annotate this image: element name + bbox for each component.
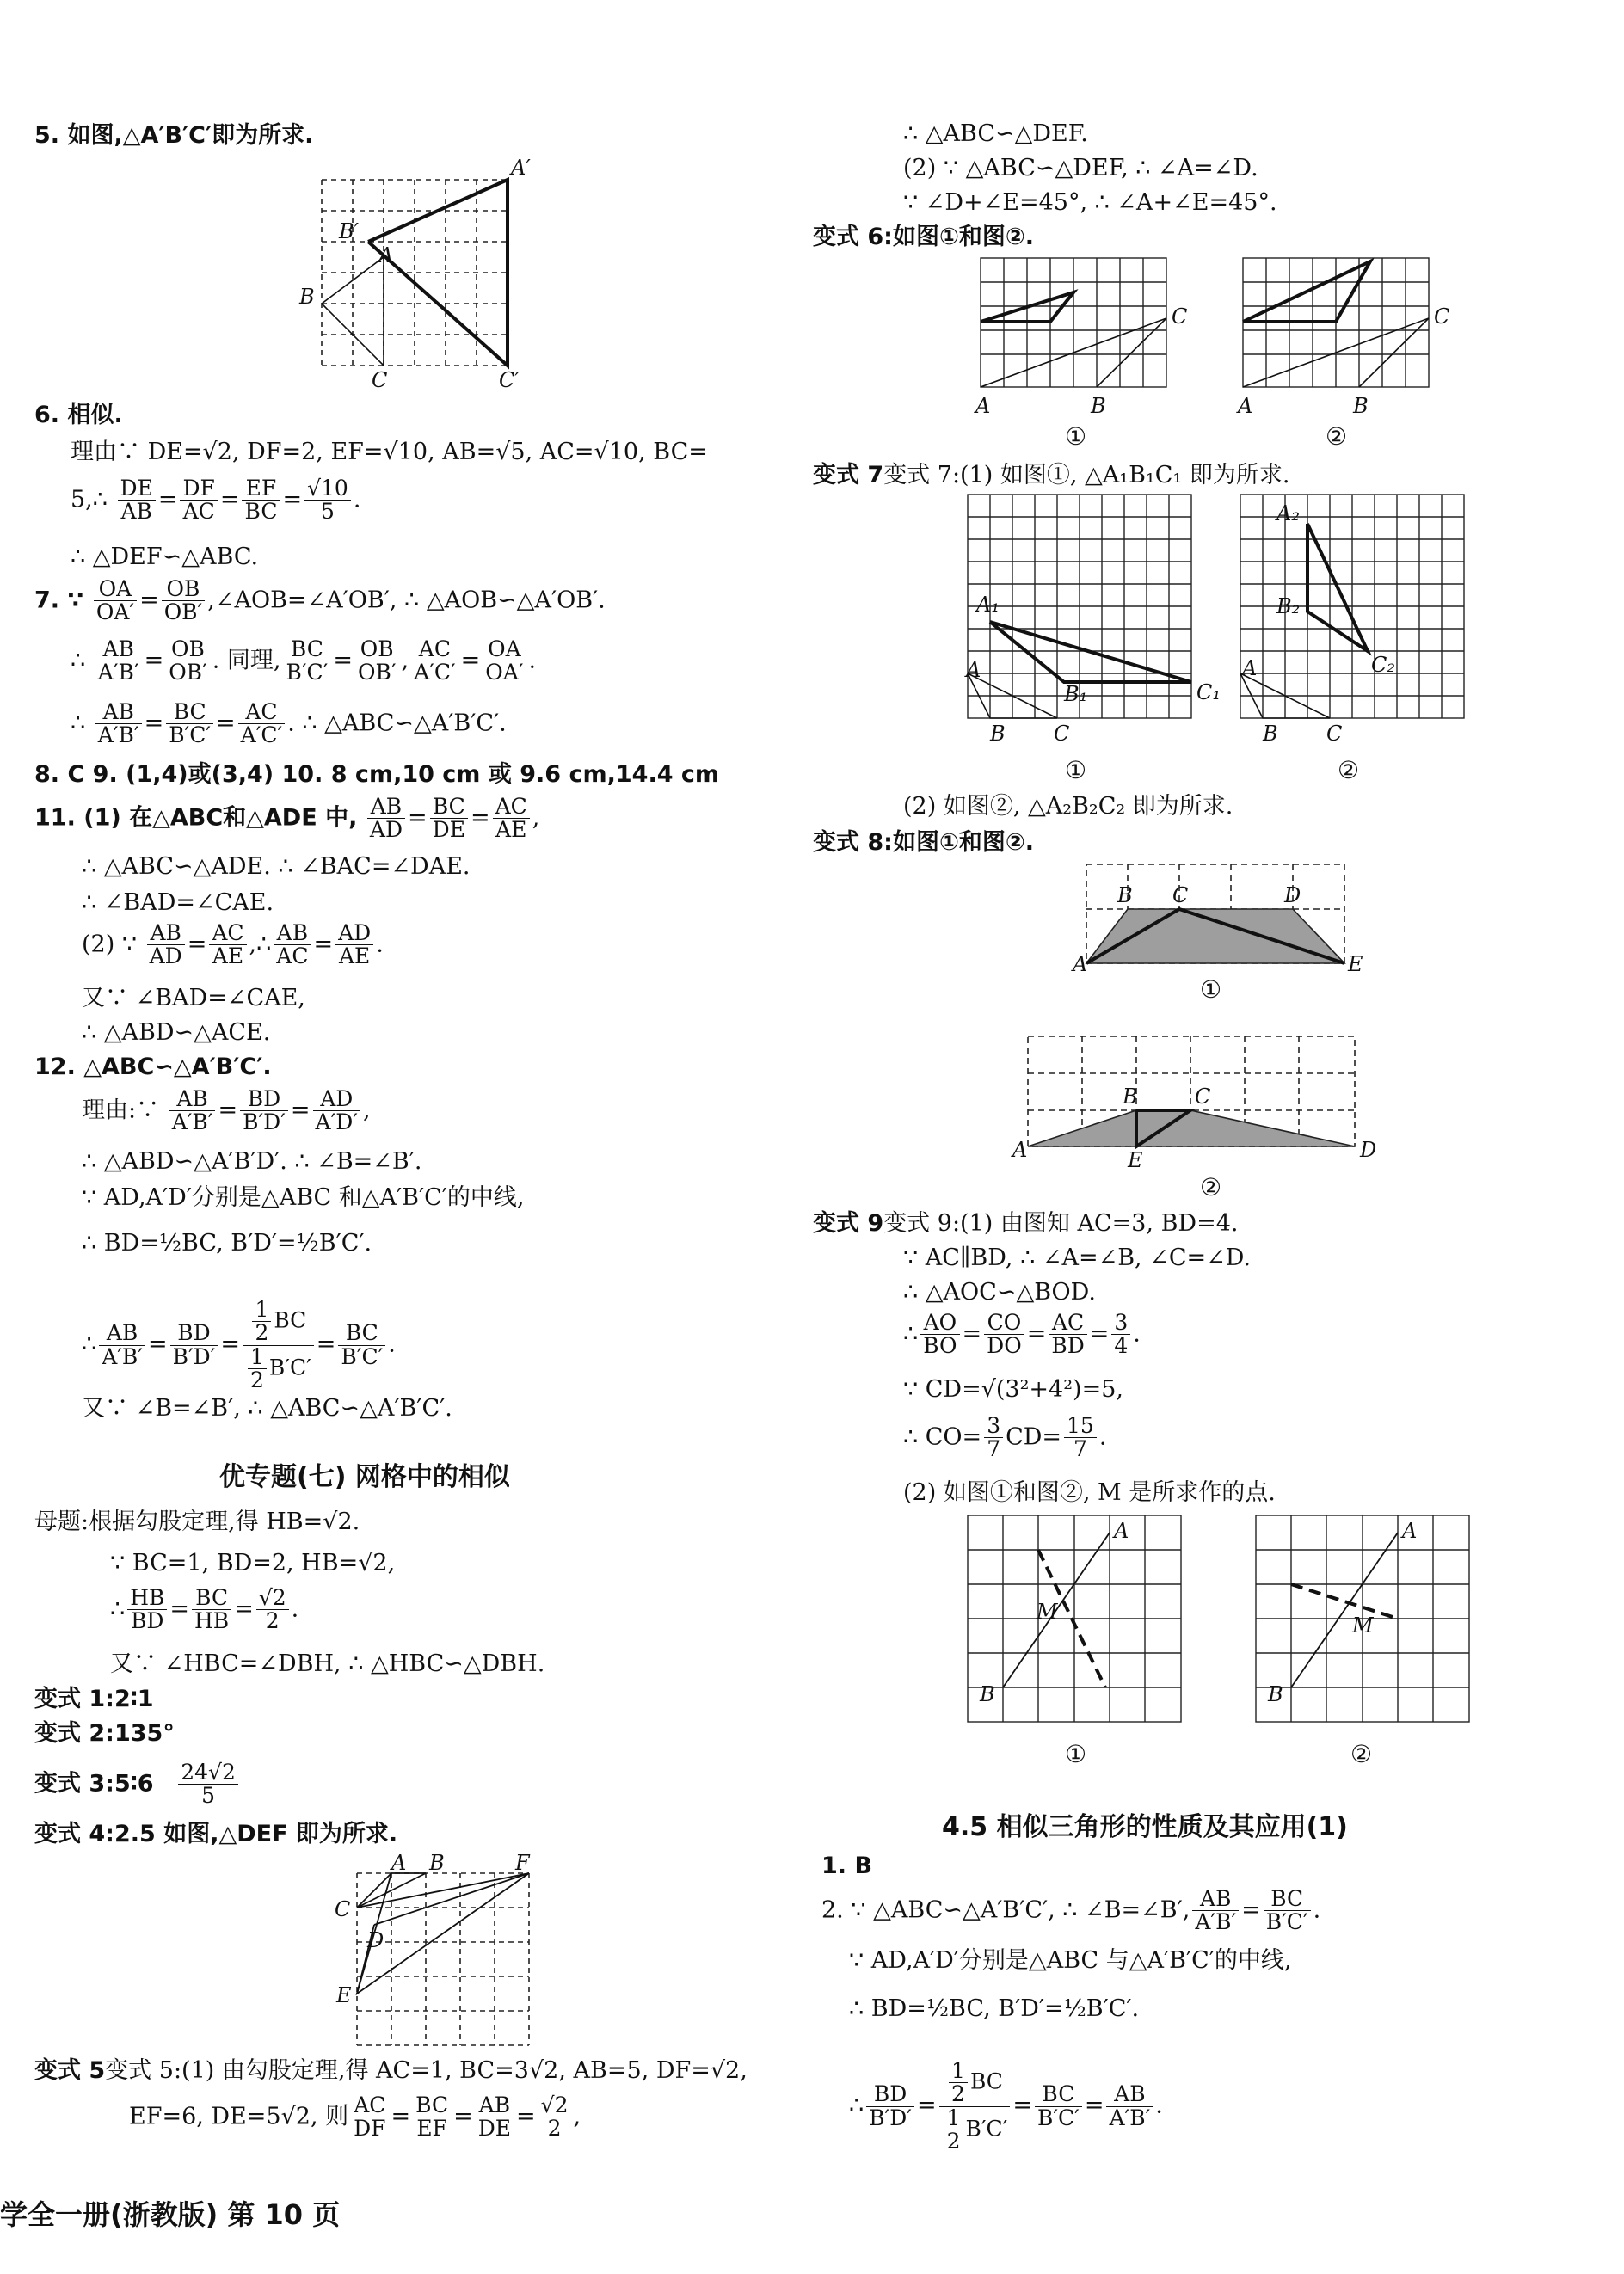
variant-9-line5: ∵ CD=√(3²+4²)=5, <box>903 1376 1123 1403</box>
answer-4-5-1: 1. B <box>821 1853 873 1879</box>
svg-text:E: E <box>1128 1148 1143 1172</box>
variant-9-line4: ∴ $\frac{AO}{BO}$ = $\frac{CO}{DO}$ = $\frac{AC}{BD}$ = $\frac{3}{4}$ . <box>903 1310 1141 1359</box>
svg-text:A: A <box>1012 1138 1028 1162</box>
answer-6-reason: 理由∵ DE=√2, DF=2, EF=√10, AB=√5, AC=√10, BC= <box>71 439 708 465</box>
answer-6-ratio: 5,∴ $\frac{DE}{AB}$ = $\frac{DF}{AC}$ = $\frac{EF}{BC}$ = $\frac{√10}{5}$ . <box>71 476 361 525</box>
variant-6: 变式 6:如图①和图②. <box>813 224 1034 250</box>
svg-text:B: B <box>1123 1085 1138 1109</box>
answer-12-line1: 理由:∵ $\frac{AB}{A'B'}$ = $\frac{BD}{B'D'}$ = $\frac{AD}{A'D'}$ , <box>82 1086 371 1135</box>
variant-3: 变式 3:5∶6 $\frac{24√2}{5}$ <box>34 1761 241 1808</box>
variant-5-cont-2: (2) ∵ △ABC∽△DEF, ∴ ∠A=∠D. <box>903 155 1258 181</box>
svg-text:A: A <box>1238 394 1253 418</box>
answer-8-10: 8. C 9. (1,4)或(3,4) 10. 8 cm,10 cm 或 9.6 cm,14.4 cm <box>34 761 720 788</box>
svg-text:C: C <box>1172 883 1189 907</box>
section-title-4-5: 4.5 相似三角形的性质及其应用(1) <box>942 1812 1348 1842</box>
answer-12-line5: ∴ $\frac{AB}{A'B'}$ = $\frac{BD}{B'D'}$ = $\frac{1}{2}$ BC $\frac{1}{2}$ B′C′ = $\frac{BC}{B'C'}$ . <box>82 1297 396 1392</box>
variant-9-line6: ∴ CO= $\frac{3}{7}$ CD= $\frac{15}{7}$ . <box>903 1413 1107 1462</box>
answer-4-5-2b: ∵ AD,A′D′分别是△ABC 与△A′B′C′的中线, <box>849 1947 1292 1974</box>
svg-text:B: B <box>980 1682 995 1706</box>
caption-v7-2: ② <box>1338 756 1360 784</box>
svg-text:B: B <box>1353 394 1369 418</box>
answer-12-line2: ∴ △ABD∽△A′B′D′. ∴ ∠B=∠B′. <box>82 1148 422 1175</box>
variant-5-line2: EF=6, DE=5√2, 则 $\frac{AC}{DF}$ = $\frac{BC}{EF}$ = $\frac{AB}{DE}$ = $\frac{√2}{2}$ , <box>129 2093 581 2142</box>
answer-11-line6: ∴ △ABD∽△ACE. <box>82 1019 271 1046</box>
caption-v9-2: ② <box>1350 1740 1373 1768</box>
svg-text:E: E <box>336 1983 352 2007</box>
mother-question: 母题:根据勾股定理,得 HB=√2. <box>34 1509 360 1535</box>
answer-12-line6: 又∵ ∠B=∠B′, ∴ △ABC∽△A′B′C′. <box>82 1395 452 1422</box>
caption-v6-1: ① <box>1065 422 1087 451</box>
svg-text:A: A <box>378 243 394 267</box>
figure-variant6-1 <box>975 258 1188 418</box>
svg-text:M: M <box>1037 1600 1058 1624</box>
svg-text:C′: C′ <box>499 368 520 392</box>
figure-variant7-1 <box>966 495 1221 746</box>
svg-text:C₁: C₁ <box>1196 680 1221 704</box>
figure-variant4-grid <box>323 1851 546 2045</box>
svg-text:B₁: B₁ <box>1064 682 1088 706</box>
svg-text:A: A <box>975 394 991 418</box>
caption-v8-2: ② <box>1200 1173 1222 1202</box>
caption-v6-2: ② <box>1326 422 1348 451</box>
mother-question-line2: ∵ BC=1, BD=2, HB=√2, <box>110 1550 396 1576</box>
variant-7-line2: (2) 如图②, △A₂B₂C₂ 即为所求. <box>903 793 1233 820</box>
svg-text:A′: A′ <box>511 156 531 180</box>
answer-6-concl: ∴ △DEF∽△ABC. <box>71 544 259 570</box>
caption-v7-1: ① <box>1065 756 1087 784</box>
svg-text:A: A <box>1073 952 1088 976</box>
svg-text:A: A <box>1114 1519 1129 1543</box>
svg-text:C: C <box>1326 722 1343 746</box>
variant-5-cont-1: ∴ △ABC∽△DEF. <box>903 120 1088 147</box>
figure-variant8-1 <box>1073 864 1363 976</box>
figure-variant6-2 <box>1238 258 1450 418</box>
svg-text:D: D <box>1360 1138 1377 1162</box>
answer-7-line1: 7. ∵ $\frac{OA}{OA'}$ = $\frac{OB}{OB'}$ ,∠AOB=∠A′OB′, ∴ △AOB∽△A′OB′. <box>34 576 606 625</box>
answer-12-line4: ∴ BD=½BC, B′D′=½B′C′. <box>82 1230 372 1257</box>
svg-text:D: D <box>367 1928 384 1952</box>
variant-9-line3: ∴ △AOC∽△BOD. <box>903 1279 1096 1306</box>
variant-4: 变式 4:2.5 如图,△DEF 即为所求. <box>34 1821 398 1847</box>
svg-text:C: C <box>1434 304 1450 329</box>
svg-text:M: M <box>1352 1613 1374 1638</box>
answer-12: 12. △ABC∽△A′B′C′. <box>34 1054 272 1080</box>
figure-variant7-2 <box>1240 495 1481 746</box>
answer-11-line4: (2) ∵ $\frac{AB}{AD}$ = $\frac{AC}{AE}$ ,∴ $\frac{AB}{AC}$ = $\frac{AD}{AE}$ . <box>82 920 384 969</box>
variant-5-line1: 变式 5变式 5:(1) 由勾股定理,得 AC=1, BC=3√2, AB=5, DF=√2, <box>34 2057 747 2084</box>
svg-text:B: B <box>429 1851 445 1875</box>
answer-7-line3: ∴ $\frac{AB}{A'B'}$ = $\frac{BC}{B'C'}$ = $\frac{AC}{A'C'}$ . ∴ △ABC∽△A′B′C′. <box>71 699 507 748</box>
variant-8: 变式 8:如图①和图②. <box>813 829 1034 856</box>
variant-5-cont-3: ∵ ∠D+∠E=45°, ∴ ∠A+∠E=45°. <box>903 189 1277 216</box>
svg-text:B: B <box>1263 722 1278 746</box>
variant-7-line1: 变式 7变式 7:(1) 如图①, △A₁B₁C₁ 即为所求. <box>813 462 1290 489</box>
answer-4-5-2d: ∴ $\frac{BD}{B'D'}$ = $\frac{1}{2}$ BC $\frac{1}{2}$ B′C′ = $\frac{BC}{B'C'}$ = $\frac{AB}{A'B'}$ . <box>849 2058 1163 2154</box>
answer-11-line3: ∴ ∠BAD=∠CAE. <box>82 889 274 916</box>
variant-9-line1: 变式 9变式 9:(1) 由图知 AC=3, BD=4. <box>813 1210 1239 1237</box>
svg-text:B: B <box>1268 1682 1283 1706</box>
mother-question-line4: 又∵ ∠HBC=∠DBH, ∴ △HBC∽△DBH. <box>110 1650 545 1677</box>
answer-6: 6. 相似. <box>34 402 123 428</box>
figure-variant9-1 <box>968 1515 1200 1739</box>
svg-text:B₂: B₂ <box>1276 594 1301 618</box>
figure-variant8-2 <box>1012 1036 1377 1172</box>
svg-text:A₁: A₁ <box>976 593 1000 617</box>
caption-v9-1: ① <box>1065 1740 1087 1768</box>
svg-text:A: A <box>1242 656 1258 680</box>
svg-text:A: A <box>391 1851 407 1875</box>
svg-text:A₂: A₂ <box>1276 501 1300 525</box>
section-title-grid-similarity: 优专题(七) 网格中的相似 <box>219 1462 510 1492</box>
svg-text:B: B <box>1117 883 1133 907</box>
answer-11-line1: 11. (1) 在△ABC和△ADE 中, $\frac{AB}{AD}$ = $\frac{BC}{DE}$ = $\frac{AC}{AE}$ , <box>34 794 540 843</box>
answer-12-line3: ∵ AD,A′D′分别是△ABC 和△A′B′C′的中线, <box>82 1184 525 1211</box>
variant-2: 变式 2:135° <box>34 1720 175 1747</box>
answer-5: 5. 如图,△A′B′C′即为所求. <box>34 122 314 149</box>
answer-11-line2: ∴ △ABC∽△ADE. ∴ ∠BAC=∠DAE. <box>82 853 471 880</box>
mother-question-line3: ∴ $\frac{HB}{BD}$ = $\frac{BC}{HB}$ = $\frac{√2}{2}$ . <box>110 1585 299 1634</box>
variant-1: 变式 1:2∶1 <box>34 1686 154 1712</box>
page-footer: 学全一册(浙教版) 第 10 页 <box>0 2198 341 2231</box>
svg-text:A: A <box>966 658 981 682</box>
answer-4-5-2: 2. ∵ △ABC∽△A′B′C′, ∴ ∠B=∠B′, $\frac{AB}{A'B'}$ = $\frac{BC}{B'C'}$ . <box>821 1886 1321 1935</box>
figure-variant9-2 <box>1256 1515 1488 1739</box>
variant-9-line2: ∵ AC∥BD, ∴ ∠A=∠B, ∠C=∠D. <box>903 1245 1252 1271</box>
svg-text:B: B <box>1091 394 1106 418</box>
svg-text:A: A <box>1402 1519 1418 1543</box>
svg-text:C: C <box>335 1897 351 1921</box>
caption-v8-1: ① <box>1200 975 1222 1004</box>
svg-text:C: C <box>1054 722 1070 746</box>
answer-11-line5: 又∵ ∠BAD=∠CAE, <box>82 985 305 1011</box>
svg-text:B: B <box>299 285 315 309</box>
svg-text:C: C <box>1195 1085 1211 1109</box>
figure-q5-grid <box>299 156 559 392</box>
svg-text:C₂: C₂ <box>1371 653 1395 677</box>
answer-4-5-2c: ∴ BD=½BC, B′D′=½B′C′. <box>849 1995 1140 2022</box>
svg-text:C: C <box>1172 304 1188 329</box>
svg-text:E: E <box>1348 952 1363 976</box>
variant-9-line7: (2) 如图①和图②, M 是所求作的点. <box>903 1479 1276 1506</box>
svg-text:C: C <box>372 368 388 392</box>
svg-text:B: B <box>990 722 1006 746</box>
answer-7-line2: ∴ $\frac{AB}{A'B'}$ = $\frac{OB}{OB'}$ . 同理, $\frac{BC}{B'C'}$ = $\frac{OB}{OB'}$ , $\frac{AC}{A'C'}$ = $\frac{OA}{OA'}$ . <box>71 636 537 685</box>
svg-text:D: D <box>1284 883 1301 907</box>
svg-text:F: F <box>515 1851 530 1875</box>
svg-text:B′: B′ <box>339 219 360 243</box>
